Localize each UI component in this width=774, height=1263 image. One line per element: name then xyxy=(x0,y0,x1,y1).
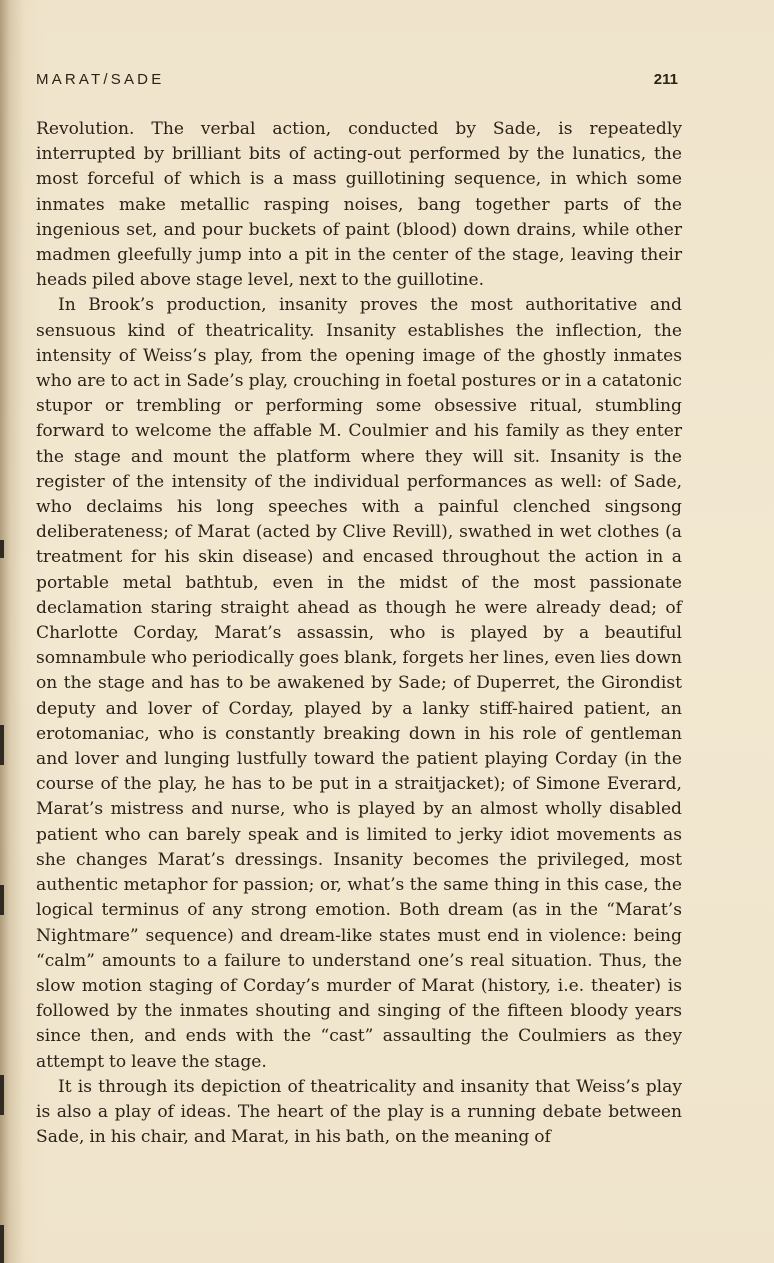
page-number: 211 xyxy=(653,71,678,88)
body-text xyxy=(36,117,682,1150)
spine-shadow-mark xyxy=(0,1075,4,1115)
spine-shadow-mark xyxy=(0,540,4,558)
spine-shadow-mark xyxy=(0,1225,4,1263)
paragraph: It is through its depiction of theatricality and insanity that Weiss’s play is also a play of ideas. The heart of the play is a running debate between Sade, in his chair, and Marat, in his bath, on the meaning of xyxy=(36,1076,682,1148)
running-head: MARAT/SADE xyxy=(36,71,165,88)
spine-shadow-mark xyxy=(0,885,4,915)
spine-shadow-mark xyxy=(0,725,4,765)
paragraph: In Brook’s production, insanity proves the most authoritative and sensuous kind of theatricality. Insanity establishes the inflection, the intensity of Weiss’s play, from the opening image of the ghostly inmates who are to act in Sade’s play, crouching in foetal postures or in a catatonic stupor or trembling or performing some obsessive ritual, stumbling forward to welcome the affable M. Coulmier and his family as they enter the stage and mount the platform where they will sit. Insanity is the register of the intensity of the individual performances as well: of Sade, who declaims his long speeches with a painful clenched singsong deliberateness; of Marat (acted by Clive Revill), swathed in wet clothes (a treatment for his skin disease) and encased throughout the action in a portable metal bathtub, even in the midst of the most passionate declamation staring straight ahead as though he were already dead; of Charlotte Corday, Marat’s assassin, who is played by a beautiful somnambule who periodically goes blank, forgets her lines, even lies down on the stage and has to be awakened by Sade; of Duperret, the Girondist deputy and lover of Corday, played by a lanky stiff-haired patient, an erotomaniac, who is constantly breaking down in his role of gentleman and lover and lunging lustfully toward the patient playing Corday (in the course of the play, he has to be put in a straitjacket); of Simone Everard, Marat’s mistress and nurse, who is played by an almost wholly disabled patient who can barely speak and is limited to jerky idiot movements as she changes Marat’s dressings. Insanity becomes the privileged, most authentic metaphor for passion; or, what’s the same thing in this case, the logical terminus of any strong emotion. Both dream (as in the “Marat’s Nightmare” sequence) and dream-like states must end in violence: being “calm” amounts to a failure to understand one’s real situation. Thus, the slow motion staging of Corday’s murder of Marat (history, i.e. theater) is followed by the inmates shouting and singing of the fifteen bloody years since then, and ends with the “cast” assaulting the Coulmiers as they attempt to leave the stage. xyxy=(36,295,682,1072)
page-header xyxy=(36,71,678,95)
paragraph: Revolution. The verbal action, conducted by Sade, is repeatedly interrupted by brilliant bits of acting-out performed by the lunatics, the most forceful of which is a mass guillotining sequence, in which some inmates make metallic rasping noises, bang together parts of the ingenious set, and pour buckets of paint (blood) down drains, while other madmen gleefully jump into a pit in the center of the stage, leaving their heads piled above stage level, next to the guillotine. xyxy=(36,119,682,291)
